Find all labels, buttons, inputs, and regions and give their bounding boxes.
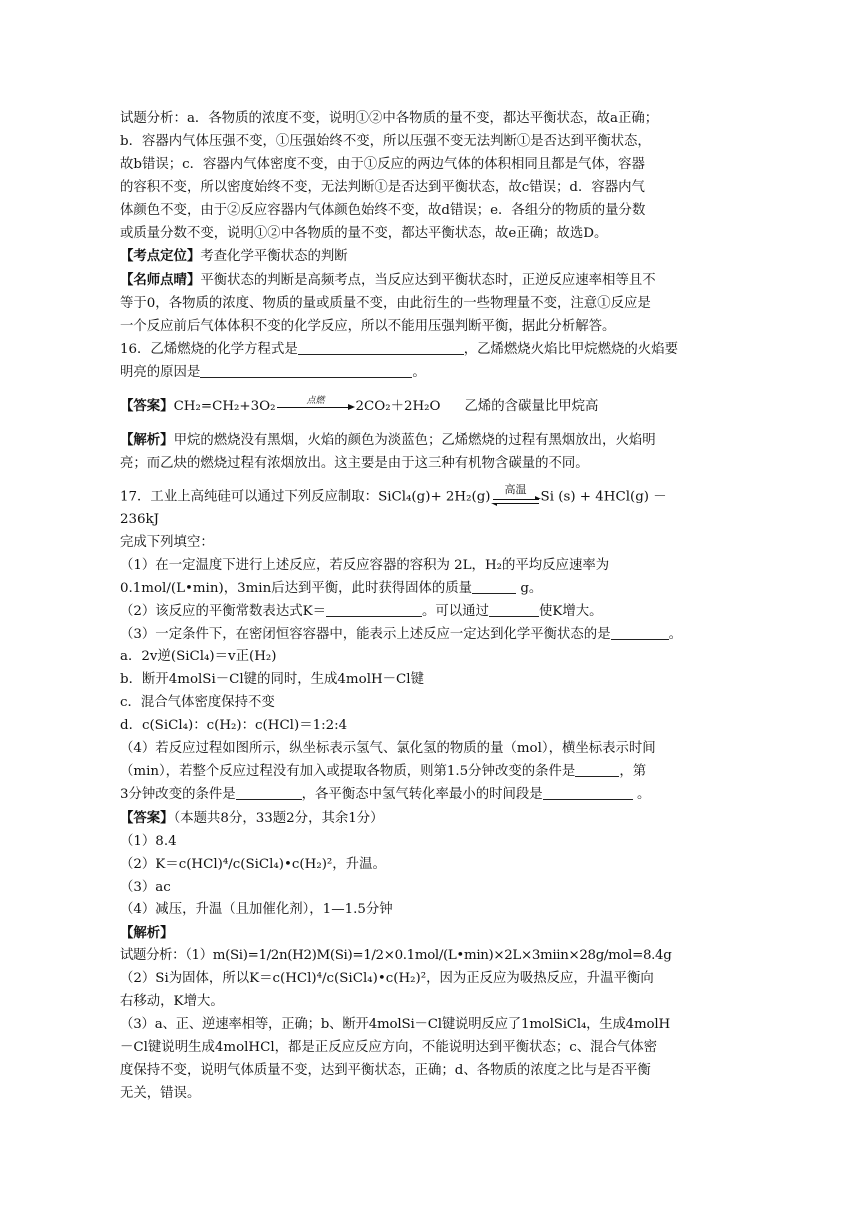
q16-stem [120, 339, 740, 362]
q17-text: （2）该反应的平衡常数表达式K＝ [120, 603, 326, 619]
q17-part-line [120, 578, 740, 601]
answer-blank [543, 785, 633, 800]
q16-stem [120, 362, 740, 385]
option-a: a．2v逆(SiCl₄)＝v正(H₂) [120, 649, 277, 665]
reaction-arrow-icon [275, 396, 355, 413]
q17-text: ，第 [619, 763, 647, 779]
q17-text: 0.1mol/(L•min)，3min后达到平衡，此时获得固体的质量 [120, 580, 473, 596]
q17-fill: 完成下列填空： [120, 534, 214, 550]
q16-text: 明亮的原因是 [120, 364, 201, 380]
answer-blank [472, 579, 516, 594]
answer-blank [298, 340, 464, 355]
q17-answer [120, 807, 740, 831]
kaodian-text: 考查化学平衡状态的判断 [200, 249, 348, 265]
q16-text: 。 [412, 364, 426, 380]
answer-blank [326, 602, 422, 617]
q17-text: （3）一定条件下，在密闭恒容容器中，能表示上述反应一定达到化学平衡状态的是 [120, 626, 611, 642]
q17-text: 。 [636, 786, 651, 802]
kaodian-section [120, 245, 740, 269]
equilibrium-arrow-icon [491, 482, 541, 508]
answer-line: （4）减压，升温（且加催化剂），1—1.5分钟 [120, 902, 393, 918]
answer-line: （3）ac [120, 879, 171, 895]
explanation-line: 试题分析：（1）m(Si)=1/2n(H2)M(Si)=1/2×0.1mol/(L•min)×2L×3miin×28g/mol=8.4g [120, 948, 672, 964]
document-page [120, 108, 740, 1106]
jiexi-line: 亮；而乙炔的燃烧过程有浓烟放出。这主要是由于这三种有机物含碳量的不同。 [120, 455, 589, 471]
q17-part-line [120, 784, 740, 807]
analysis-line: 体颜色不变，由于②反应容器内气体颜色始终不变，故d错误；e．各组分的物质的量分数 [120, 202, 646, 218]
answer-reason: 乙烯的含碳量比甲烷高 [464, 398, 599, 414]
answer-note: （本题共8分，33题2分，其余1分） [173, 810, 384, 826]
q17-part-line [120, 761, 740, 784]
reaction-condition: 点燃 [306, 396, 325, 407]
answer-tag: 【答案】 [120, 397, 174, 414]
kaodian-tag: 【考点定位】 [120, 248, 201, 265]
q17-part-line: （1）在一定温度下进行上述反应，若反应容器的容积为 2L，H₂的平均反应速率为 [120, 557, 610, 573]
analysis-line: b．容器内气体压强不变，①压强始终不变，所以压强不变无法判断①是否达到平衡状态， [120, 133, 651, 149]
jiexi-tag: 【解析】 [120, 431, 174, 448]
explanation-line: 无关，错误。 [120, 1085, 201, 1101]
answer-line: （1）8.4 [120, 833, 177, 849]
q17-text: 。 [668, 626, 682, 642]
equation-right: 2CO₂＋2H₂O [355, 398, 441, 414]
reaction-condition: 高温 [504, 482, 527, 496]
q17-text: 。可以通过 [422, 603, 489, 619]
q17-text: g。 [520, 580, 543, 596]
mingshi-line: 等于0，各物质的浓度、物质的量或质量不变，由此衍生的一些物理量不变，注意①反应是 [120, 296, 651, 312]
q17-text: 3分钟改变的条件是 [120, 786, 236, 802]
analysis-line: 故b错误；c．容器内气体密度不变，由于①反应的两边气体的体积相同且都是气体，容器 [120, 156, 645, 172]
explanation-line: （2）Si为固体，所以K＝c(HCl)⁴/c(SiCl₄)•c(H₂)²，因为正反应为吸热反应，升温平衡向 [120, 971, 654, 987]
mingshi-section [120, 269, 740, 293]
answer-tag: 【答案】 [120, 809, 174, 826]
mingshi-tag: 【名师点晴】 [120, 272, 201, 289]
q17-text: （min），若整个反应过程没有加入或提取各物质，则第1.5分钟改变的条件是 [120, 763, 576, 779]
q16-answer [120, 395, 740, 419]
answer-blank [611, 625, 669, 640]
jiexi-line: 甲烷的燃烧没有黑烟，火焰的颜色为淡蓝色；乙烯燃烧的过程有黑烟放出，火焰明 [173, 432, 656, 448]
q16-jiexi [120, 429, 740, 453]
q17-text: ，各平衡态中氢气转化率最小的时间段是 [301, 786, 543, 802]
q16-text: ，乙烯燃烧火焰比甲烷燃烧的火焰要 [463, 342, 678, 358]
option-d: d．c(SiCl₄)：c(H₂)：c(HCl)＝1:2:4 [120, 718, 348, 734]
mingshi-line: 平衡状态的判断是高频考点，当反应达到平衡状态时，正逆反应速率相等且不 [200, 273, 656, 289]
q17-text: 使K增大。 [538, 603, 603, 619]
q16-text: 16．乙烯燃烧的化学方程式是 [120, 342, 298, 358]
explanation-line: （3）a、正、逆速率相等，正确；b、断开4molSi－Cl键说明反应了1molSiCl₄，生成4molH [120, 1016, 670, 1032]
q17-part-line: （4）若反应过程如图所示，纵坐标表示氢气、氯化氢的物质的量（mol），横坐标表示时间 [120, 741, 656, 757]
option-c: c．混合气体密度保持不变 [120, 695, 275, 711]
analysis-line: 的容积不变，所以密度始终不变，无法判断①是否达到平衡状态，故c错误；d．容器内气 [120, 179, 645, 195]
answer-blank [236, 785, 302, 800]
jiexi-tag: 【解析】 [120, 925, 174, 942]
q17-part-line [120, 624, 740, 647]
q17-text: Si (s) + 4HCl(g) － [540, 489, 667, 505]
explanation-line: 右移动，K增大。 [120, 994, 224, 1010]
q17-part-line [120, 601, 740, 624]
explanation-line: 度保持不变，说明气体质量不变，达到平衡状态，正确；d、各物质的浓度之比与是否平衡 [120, 1062, 651, 1078]
q17-stem [120, 482, 740, 509]
answer-blank [200, 363, 412, 378]
equation-left: CH₂=CH₂+3O₂ [173, 398, 276, 414]
analysis-line: 试题分析：a．各物质的浓度不变，说明①②中各物质的量不变，都达平衡状态，故a正确； [120, 111, 659, 126]
analysis-line: 或质量分数不变，说明①②中各物质的量不变，都达平衡状态，故e正确；故选D。 [120, 225, 608, 241]
option-b: b．断开4molSi－Cl键的同时，生成4molH－Cl键 [120, 672, 424, 688]
q17-text: 236kJ [120, 512, 160, 527]
answer-line: （2）K＝c(HCl)⁴/c(SiCl₄)•c(H₂)²，升温。 [120, 856, 386, 872]
q17-text: 17．工业上高纯硅可以通过下列反应制取：SiCl₄(g)+ 2H₂(g) [120, 489, 491, 505]
answer-blank [575, 762, 619, 777]
mingshi-line: 一个反应前后气体体积不变的化学反应，所以不能用压强判断平衡，据此分析解答。 [120, 319, 616, 335]
answer-blank [489, 602, 539, 617]
explanation-line: －Cl键说明生成4molHCl，都是正反应反应方向，不能说明达到平衡状态；c、混合气体密 [120, 1039, 658, 1055]
